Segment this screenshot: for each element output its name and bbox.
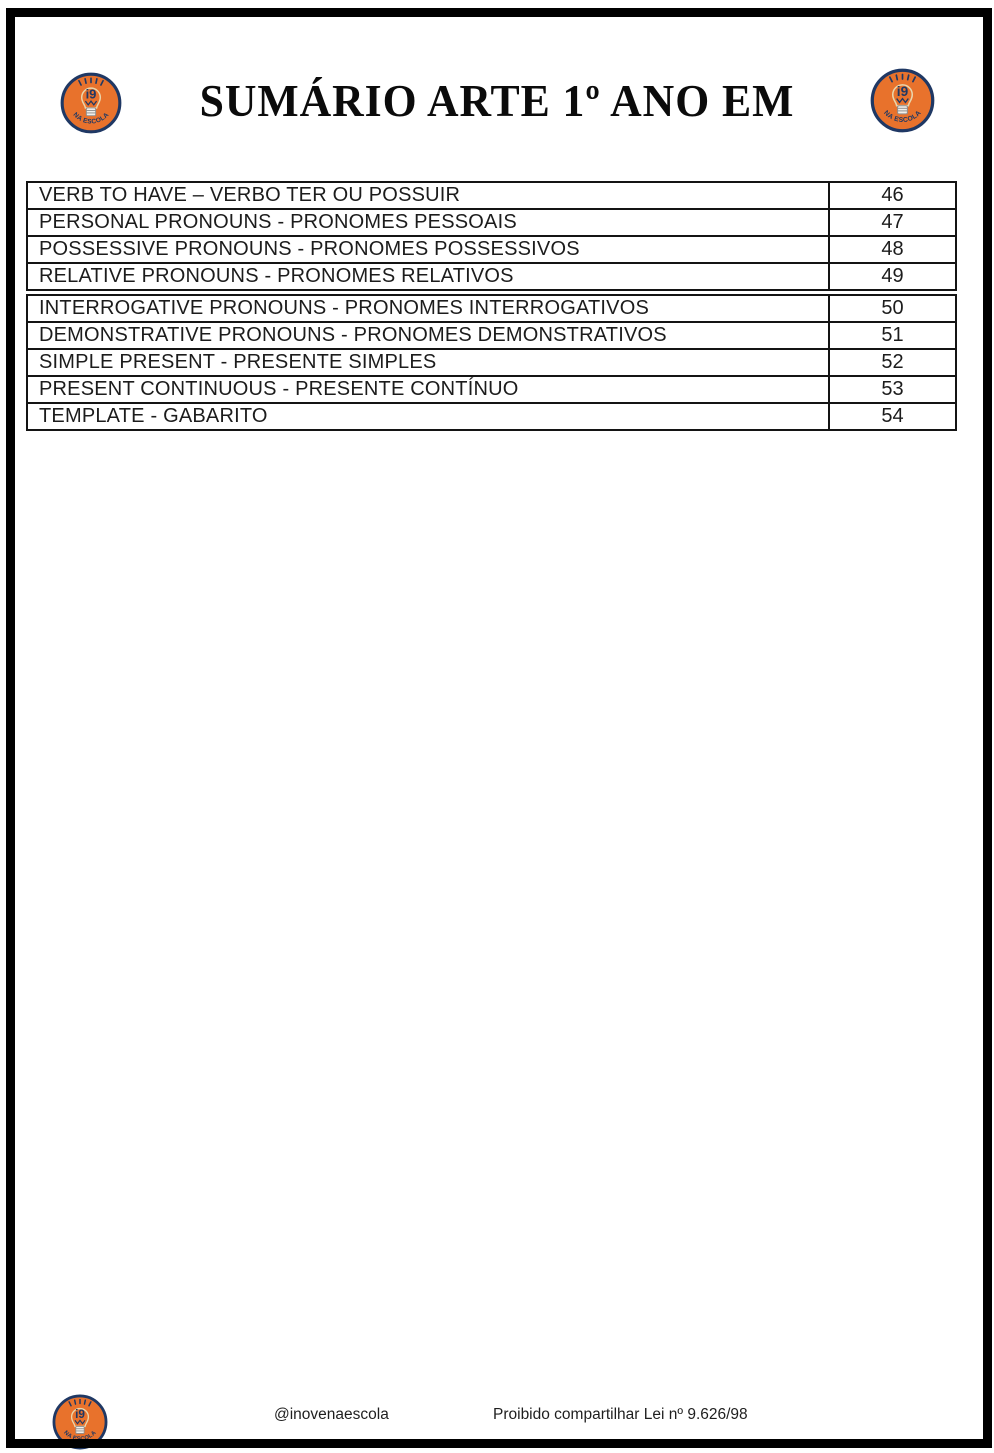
toc-entry-title-cell — [28, 183, 830, 208]
footer-copyright-notice: Proibido compartilhar Lei nº 9.626/98 — [493, 1406, 748, 1423]
toc-entry-page: 46 — [881, 184, 904, 206]
toc-entry-title: DEMONSTRATIVE PRONOUNS - PRONOMES DEMONSTRATIVOS — [39, 324, 667, 346]
toc-entry-page: 49 — [881, 265, 904, 287]
toc-entry-title-cell — [28, 323, 830, 348]
toc-entry-title: POSSESSIVE PRONOUNS - PRONOMES POSSESSIVOS — [39, 238, 580, 260]
toc-entry-title: PERSONAL PRONOUNS - PRONOMES PESSOAIS — [39, 211, 517, 233]
table-row — [26, 348, 957, 377]
toc-entry-page: 54 — [881, 405, 904, 427]
toc-table — [26, 181, 957, 431]
table-row — [26, 181, 957, 210]
toc-entry-page: 53 — [881, 378, 904, 400]
toc-entry-page: 52 — [881, 351, 904, 373]
table-row — [26, 375, 957, 404]
toc-entry-title-cell — [28, 350, 830, 375]
footer-social-handle: @inovenaescola — [274, 1406, 389, 1423]
toc-entry-title: PRESENT CONTINUOUS - PRESENTE CONTÍNUO — [39, 378, 519, 400]
toc-entry-title: VERB TO HAVE – VERBO TER OU POSSUIR — [39, 184, 461, 206]
toc-entry-title-cell — [28, 210, 830, 235]
table-row — [26, 208, 957, 237]
toc-entry-title-cell — [28, 404, 830, 429]
table-row — [26, 262, 957, 291]
toc-entry-title-cell — [28, 296, 830, 321]
toc-entry-title-cell — [28, 237, 830, 262]
table-row — [26, 294, 957, 323]
toc-entry-page: 47 — [881, 211, 904, 233]
page-title: SUMÁRIO ARTE 1º ANO EM — [199, 75, 795, 126]
toc-entry-title: RELATIVE PRONOUNS - PRONOMES RELATIVOS — [39, 265, 514, 287]
toc-entry-page: 51 — [881, 324, 904, 346]
toc-entry-title-cell — [28, 377, 830, 402]
toc-entry-title-cell — [28, 264, 830, 289]
toc-entry-title: TEMPLATE - GABARITO — [39, 405, 268, 427]
toc-entry-title: INTERROGATIVE PRONOUNS - PRONOMES INTERROGATIVOS — [39, 297, 650, 319]
i9-escola-logo-icon — [52, 1394, 108, 1450]
table-row — [26, 235, 957, 264]
table-row — [26, 321, 957, 350]
toc-entry-title: SIMPLE PRESENT - PRESENTE SIMPLES — [39, 351, 437, 373]
toc-entry-page: 50 — [881, 297, 904, 319]
table-row — [26, 402, 957, 431]
toc-entry-page: 48 — [881, 238, 904, 260]
